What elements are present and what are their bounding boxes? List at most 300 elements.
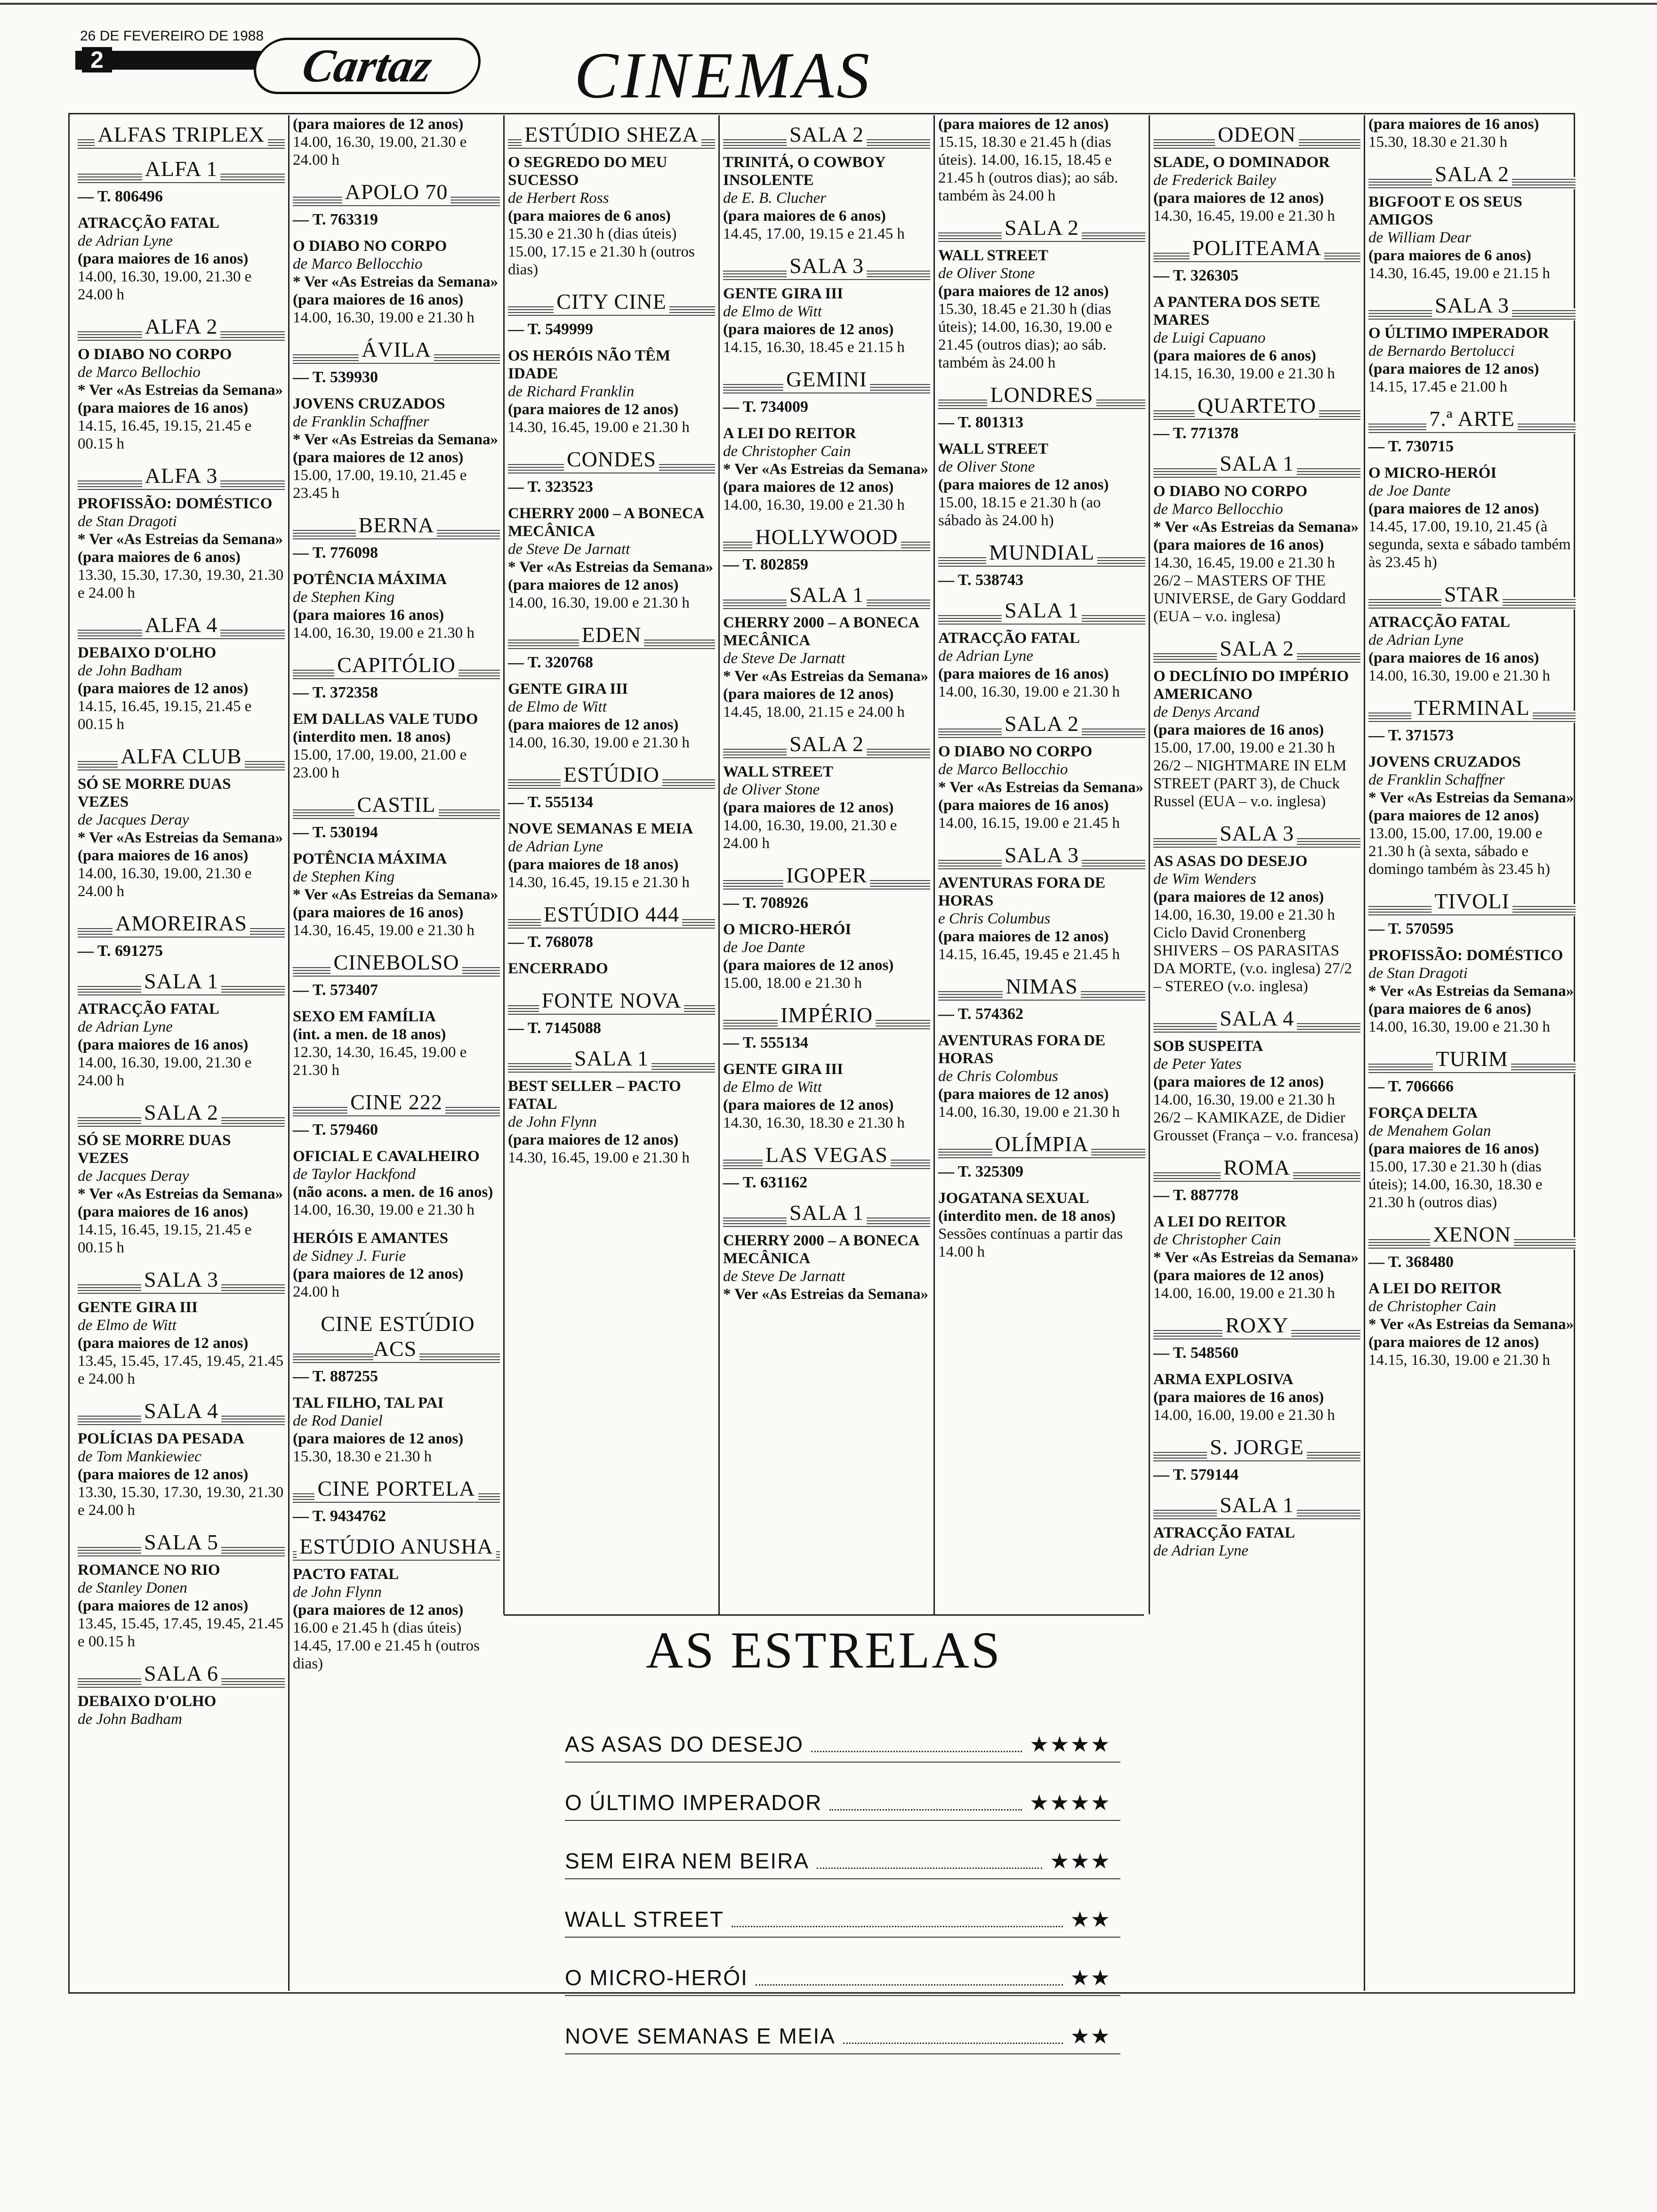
film-times: 14.30, 16.45, 19.00 e 21.30 h xyxy=(508,419,690,436)
film-listing xyxy=(78,1000,285,1090)
film-director: de Richard Franklin xyxy=(508,383,635,400)
film-title: HERÓIS E AMANTES xyxy=(293,1230,449,1247)
film-director: de Chris Colombus xyxy=(938,1068,1058,1085)
film-times: 14.00, 16.30, 19.00 e 21.30 h xyxy=(293,1202,475,1218)
film-rating: (para maiores de 12 anos) xyxy=(508,1131,679,1148)
cinema-name xyxy=(78,122,285,150)
film-times: 14.00, 16.30, 19.00, 21.30 e 24.00 h xyxy=(78,1054,252,1089)
film-times: 14.45, 17.00, 19.15 e 21.45 h xyxy=(723,225,905,242)
film-times: 15.15, 18.30 e 21.45 h (dias úteis). 14.00, 16.15, 18.45 e 21.45 h (outros dias); ao sáb. também às 24.00 h xyxy=(938,134,1118,204)
film-director: de Christopher Cain xyxy=(1153,1231,1281,1248)
cinema-name xyxy=(723,731,930,759)
cinema-name-text: ODEON xyxy=(1215,122,1299,146)
film-listing xyxy=(78,1430,285,1519)
cinema-name-text: POLITEAMA xyxy=(1190,236,1325,260)
cinema-name xyxy=(1368,161,1576,189)
cinema-name-text: AMOREIRAS xyxy=(113,911,250,935)
cinema-name-text: TERMINAL xyxy=(1411,696,1533,720)
film-director: de Stephen King xyxy=(293,868,395,885)
film-listing xyxy=(723,153,930,243)
film-listing xyxy=(293,115,500,169)
film-times: 14.00, 16.30, 19.00, 21.30 e 24.00 h xyxy=(78,865,252,900)
film-director: de Franklin Schaffner xyxy=(293,413,429,430)
film-times: 13.30, 15.30, 17.30, 19.30, 21.30 e 24.00 h xyxy=(78,1484,284,1519)
film-director: de Marco Bellocchio xyxy=(1153,501,1283,518)
cinema-name xyxy=(723,367,930,394)
phone-number: — T. 549999 xyxy=(508,321,594,338)
film-rating: (para maiores de 12 anos) xyxy=(508,401,679,418)
cinema-name-text: SALA 1 xyxy=(1217,451,1297,475)
film-times: 14.15, 16.30, 19.00 e 21.30 h xyxy=(1368,1352,1550,1369)
film-title: A LEI DO REITOR xyxy=(1368,1280,1502,1297)
film-times: 14.00, 16.30, 19.00 e 21.30 h xyxy=(508,734,690,751)
cinema-name xyxy=(938,1131,1145,1159)
film-times: 13.45, 15.45, 17.45, 19.45, 21.45 e 00.15 h xyxy=(78,1615,284,1650)
film-director: de Luigi Capuano xyxy=(1153,329,1266,346)
film-title: AVENTURAS FORA DE HORAS xyxy=(938,874,1106,909)
film-times: 14.00, 16.00, 19.00 e 21.30 h xyxy=(1153,1285,1335,1302)
film-title: DEBAIXO D'OLHO xyxy=(78,644,217,661)
film-times: 12.30, 14.30, 16.45, 19.00 e 21.30 h xyxy=(293,1044,467,1079)
dot-leader xyxy=(811,1751,1022,1752)
film-listing xyxy=(938,440,1145,529)
film-title: SÓ SE MORRE DUAS VEZES xyxy=(78,1132,231,1167)
film-title: ATRACÇÃO FATAL xyxy=(78,215,219,232)
film-listing xyxy=(938,743,1145,832)
phone-number: — T. 801313 xyxy=(938,414,1024,431)
cinema-name xyxy=(938,842,1145,870)
film-director: de Marco Bellocchio xyxy=(938,761,1068,778)
cinema-name xyxy=(723,1200,930,1228)
cinema-name xyxy=(293,950,500,978)
cinema-name xyxy=(508,1046,715,1074)
film-listing xyxy=(1153,482,1360,625)
cinema-name xyxy=(78,744,285,771)
dot-leader xyxy=(829,1809,1022,1811)
film-listing xyxy=(508,680,715,752)
film-director: de John Flynn xyxy=(293,1584,382,1601)
column-divider xyxy=(718,115,720,1614)
cinema-name xyxy=(78,612,285,640)
phone-number: — T. 368480 xyxy=(1368,1253,1454,1271)
film-times: 14.30, 16.45, 19.15 e 21.30 h xyxy=(508,874,690,891)
cinema-name-text: IMPÉRIO xyxy=(778,1003,876,1027)
film-director: de Wim Wenders xyxy=(1153,871,1256,888)
film-director: de John Badham xyxy=(78,1711,182,1728)
cinema-name xyxy=(938,711,1145,739)
film-rating: * Ver «As Estreias da Semana» (para maiores de 12 anos) xyxy=(1153,1249,1359,1284)
film-rating: (para maiores de 16 anos) xyxy=(1368,1140,1539,1157)
film-listing xyxy=(508,505,715,612)
cinema-name-text: LONDRES xyxy=(987,383,1096,407)
film-title: NOVE SEMANAS E MEIA xyxy=(508,820,693,837)
film-rating: * Ver «As Estreias da Semana» (para maiores de 16 anos) xyxy=(1153,519,1359,553)
film-title: WALL STREET xyxy=(723,763,833,780)
cinema-name-text: QUARTETO xyxy=(1195,393,1319,417)
film-listing xyxy=(78,214,285,304)
cinema-name-text: ESTÚDIO SHEZA xyxy=(522,122,701,146)
film-listing xyxy=(723,763,930,852)
film-title: ARMA EXPLOSIVA xyxy=(1153,1371,1294,1388)
film-listing xyxy=(78,1131,285,1257)
film-rating: * Ver «As Estreias da Semana» xyxy=(723,1286,929,1303)
star-rating: ★★ xyxy=(1070,1965,1111,1990)
film-rating: (para maiores de 12 anos) xyxy=(78,680,249,697)
cinema-name-text: ESTÚDIO xyxy=(561,762,662,786)
film-times: 14.00, 16.30, 19.00 e 21.30 h xyxy=(508,594,690,611)
cinema-name-text: SALA 3 xyxy=(1432,293,1512,317)
film-rating: (para maiores de 16 anos) xyxy=(78,250,249,267)
cinema-name-text: CINE PORTELA xyxy=(314,1476,478,1500)
cinema-name xyxy=(293,1476,500,1504)
film-title: SLADE, O DOMINADOR xyxy=(1153,154,1330,171)
film-rating: * Ver «As Estreias da Semana» (para maiores de 12 anos) xyxy=(1368,789,1574,824)
film-title: BEST SELLER – PACTO FATAL xyxy=(508,1078,681,1113)
cinema-name xyxy=(508,988,715,1016)
film-times: 14.30, 16.45, 19.00 e 21.30 h xyxy=(293,922,475,939)
cinema-name xyxy=(508,902,715,930)
film-director: de Joe Dante xyxy=(1368,482,1451,499)
film-listing xyxy=(508,820,715,891)
film-director: de Taylor Hackfond xyxy=(293,1166,416,1183)
film-rating: (para maiores de 12 anos) xyxy=(508,716,679,733)
phone-number: — T. 763319 xyxy=(293,211,378,228)
film-title: POLÍCIAS DA PESADA xyxy=(78,1430,244,1447)
cinema-name xyxy=(1153,235,1360,263)
cinema-name-text: OLÍMPIA xyxy=(992,1132,1092,1156)
film-times: 13.00, 15.00, 17.00, 19.00 e 21.30 h (à sexta, sábado e domingo também às 23.45 h) xyxy=(1368,825,1550,878)
star-film-title: WALL STREET xyxy=(565,1907,724,1931)
cinema-name xyxy=(508,447,715,474)
film-rating: (para maiores de 12 anos) xyxy=(293,116,464,133)
cinema-name xyxy=(293,179,500,207)
film-director: de Elmo de Witt xyxy=(78,1317,177,1334)
film-listing xyxy=(1368,1280,1576,1369)
film-times: 15.30 e 21.30 h (dias úteis) 15.00, 17.15 e 21.30 h (outros dias) xyxy=(508,225,695,278)
listing-column xyxy=(293,115,500,1991)
film-title: AS ASAS DO DESEJO xyxy=(1153,853,1308,870)
film-director: de Oliver Stone xyxy=(938,458,1035,475)
film-rating: (para maiores de 18 anos) xyxy=(508,856,679,873)
film-listing xyxy=(723,614,930,721)
film-rating: (para maiores de 12 anos) xyxy=(1368,361,1539,377)
film-listing xyxy=(293,710,500,782)
film-rating: (para maiores de 12 anos) xyxy=(938,283,1109,300)
film-listing xyxy=(723,1232,930,1303)
film-listing xyxy=(293,570,500,642)
cinema-name-text: CAPITÓLIO xyxy=(334,653,458,677)
film-director: de Bernardo Bertolucci xyxy=(1368,343,1515,360)
cinema-name xyxy=(78,969,285,996)
film-times: 15.30, 18.30 e 21.30 h xyxy=(1368,134,1508,151)
film-director: de Adrian Lyne xyxy=(78,232,173,249)
film-listing xyxy=(1153,1213,1360,1302)
cinema-name xyxy=(723,524,930,552)
cinema-name-text: ALFA CLUB xyxy=(118,744,244,768)
film-title: WALL STREET xyxy=(938,441,1048,457)
film-listing xyxy=(1368,1104,1576,1211)
cinema-name xyxy=(293,513,500,540)
film-listing xyxy=(1368,464,1576,571)
star-rating-row xyxy=(565,1894,1120,1938)
film-director: de Stephen King xyxy=(293,589,395,606)
cinema-name xyxy=(78,1398,285,1426)
film-times: 14.30, 16.45, 19.00 e 21.30 h xyxy=(508,1149,690,1166)
film-director: de Stanley Donen xyxy=(78,1579,187,1596)
film-times: 14.00, 16.30, 19.00 e 21.30 h xyxy=(938,683,1120,700)
dot-leader xyxy=(843,2043,1063,2044)
film-rating: * Ver «As Estreias da Semana» (para maiores de 16 anos) xyxy=(78,829,283,864)
film-listing xyxy=(293,850,500,939)
phone-number: — T. 372358 xyxy=(293,684,378,701)
phone-number: — T. 574362 xyxy=(938,1005,1024,1023)
cinema-name-text: ALFA 3 xyxy=(142,464,221,488)
film-listing xyxy=(1368,753,1576,878)
film-times: 13.45, 15.45, 17.45, 19.45, 21.45 e 24.00 h xyxy=(78,1353,284,1387)
film-title: CHERRY 2000 – A BONECA MECÂNICA xyxy=(723,614,919,649)
film-director: de John Badham xyxy=(78,662,182,679)
star-rating-row xyxy=(565,2011,1120,2054)
cinema-name-text: CINE ESTÚDIO ACS xyxy=(318,1312,475,1361)
film-title: PACTO FATAL xyxy=(293,1566,399,1583)
film-title: GENTE GIRA III xyxy=(723,285,843,302)
film-director: de Steve De Jarnatt xyxy=(508,541,630,558)
film-rating: * Ver «As Estreias da Semana» (para maiores de 12 anos) xyxy=(508,559,714,593)
phone-number: — T. 323523 xyxy=(508,478,594,496)
column-divider xyxy=(503,115,505,1614)
film-title: DEBAIXO D'OLHO xyxy=(78,1693,217,1710)
film-listing xyxy=(1368,946,1576,1036)
film-rating: (para maiores de 16 anos) xyxy=(938,665,1109,682)
film-director: de Tom Mankiewiec xyxy=(78,1448,201,1465)
film-rating: (para maiores de 16 anos) xyxy=(1368,649,1539,666)
top-rule xyxy=(0,3,1657,5)
column-divider xyxy=(933,115,935,1614)
film-listing xyxy=(293,395,500,502)
film-title: O MICRO-HERÓI xyxy=(723,921,852,938)
cinema-name xyxy=(78,1661,285,1689)
cinema-name-text: SALA 1 xyxy=(787,1201,867,1225)
film-director: de Christopher Cain xyxy=(1368,1298,1496,1315)
film-title: JOVENS CRUZADOS xyxy=(293,395,445,412)
cinema-name-text: CINEBOLSO xyxy=(330,950,462,974)
film-director: de Elmo de Witt xyxy=(508,698,607,715)
film-times: 14.00, 16.30, 19.00, 21.30 e 24.00 h xyxy=(293,134,467,168)
phone-number: — T. 768078 xyxy=(508,933,594,951)
film-times: 14.00, 16.30, 19.00 e 21.30 h xyxy=(1368,1018,1550,1035)
film-director: de William Dear xyxy=(1368,229,1472,246)
film-times: 15.30, 18.30 e 21.30 h xyxy=(293,1448,432,1465)
film-title: SEXO EM FAMÍLIA xyxy=(293,1008,436,1025)
film-times: 15.30, 18.45 e 21.30 h (dias úteis); 14.00, 16.30, 19.00 e 21.45 (outros dias); ao sáb. também às 24.00 h xyxy=(938,301,1112,371)
cinema-name xyxy=(78,911,285,938)
film-times: 14.00, 16.30, 19.00 e 21.30 h xyxy=(723,497,905,513)
film-rating: (para maiores de 16 anos) xyxy=(78,1036,249,1053)
film-listing xyxy=(723,921,930,992)
listing-column xyxy=(78,115,285,1991)
film-director: de Menahem Golan xyxy=(1368,1122,1491,1139)
cinema-name xyxy=(1368,293,1576,321)
cinema-name xyxy=(78,156,285,184)
cinema-name-text: SALA 1 xyxy=(787,583,867,607)
cinema-name-text: CASTIL xyxy=(354,793,439,817)
film-times: 15.00, 17.00, 19.00 e 21.30 h 26/2 – NIGHTMARE IN ELM STREET (PART 3), de Chuck Russel (EUA – v.o. inglesa) xyxy=(1153,739,1347,810)
film-times: 14.45, 18.00, 21.15 e 24.00 h xyxy=(723,704,905,721)
cinema-name xyxy=(78,1100,285,1128)
film-director: de Jacques Deray xyxy=(78,1168,189,1185)
film-rating: * Ver «As Estreias da Semana» (para maiores de 16 anos) xyxy=(293,273,499,308)
film-listing xyxy=(508,153,715,279)
film-times: 14.00, 16.00, 19.00 e 21.30 h xyxy=(1153,1407,1335,1424)
dot-leader xyxy=(756,1984,1063,1986)
star-film-title: AS ASAS DO DESEJO xyxy=(565,1732,804,1756)
film-listing xyxy=(938,115,1145,205)
film-title: O DECLÍNIO DO IMPÉRIO AMERICANO xyxy=(1153,668,1349,703)
film-title: O SEGREDO DO MEU SUCESSO xyxy=(508,154,668,189)
film-director: e Chris Columbus xyxy=(938,910,1051,927)
cinema-name xyxy=(723,582,930,610)
film-rating: (para maiores de 16 anos) xyxy=(1153,1389,1324,1406)
film-times: 14.15, 16.30, 19.00 e 21.30 h xyxy=(1153,365,1335,382)
column-divider xyxy=(288,115,290,1991)
film-times: 15.00, 17.00, 19.10, 21.45 e 23.45 h xyxy=(293,467,467,502)
star-rating: ★★ xyxy=(1070,2024,1111,2048)
film-rating: (para maiores de 12 anos) xyxy=(1153,190,1324,207)
film-listing xyxy=(78,1561,285,1651)
film-listing xyxy=(78,345,285,453)
star-rating: ★★★★ xyxy=(1030,1790,1111,1815)
film-listing xyxy=(1368,324,1576,396)
film-title: CHERRY 2000 – A BONECA MECÂNICA xyxy=(723,1232,919,1267)
film-times: 14.30, 16.45, 19.00 e 21.30 h xyxy=(1153,208,1335,224)
film-title: ATRACÇÃO FATAL xyxy=(78,1001,219,1018)
film-rating: * Ver «As Estreias da Semana» (para maiores de 12 anos) xyxy=(723,461,929,496)
film-listing xyxy=(938,1032,1145,1121)
film-times: 14.15, 16.45, 19.15, 21.45 e 00.15 h xyxy=(78,698,252,733)
film-director: de Herbert Ross xyxy=(508,190,609,207)
film-director: de Denys Arcand xyxy=(1153,704,1260,721)
film-title: TRINITÁ, O COWBOY INSOLENTE xyxy=(723,154,885,189)
column-divider xyxy=(1149,115,1150,1614)
cinema-name-text: SALA 2 xyxy=(1217,636,1297,660)
film-title: POTÊNCIA MÁXIMA xyxy=(293,850,447,867)
film-rating: (para maiores de 12 anos) xyxy=(293,1430,464,1447)
phone-number: — T. 539930 xyxy=(293,369,378,386)
dot-leader xyxy=(732,1926,1063,1927)
phone-number: — T. 530194 xyxy=(293,824,378,841)
cinema-name-text: SALA 2 xyxy=(1432,162,1512,186)
film-title: SÓ SE MORRE DUAS VEZES xyxy=(78,776,231,810)
film-title: O DIABO NO CORPO xyxy=(293,238,447,255)
cinema-name-text: SALA 4 xyxy=(141,1399,221,1423)
film-listing xyxy=(78,495,285,602)
cinema-name-text: SALA 2 xyxy=(1002,216,1082,240)
cinema-name-text: ALFAS TRIPLEX xyxy=(95,122,267,146)
cinema-name xyxy=(78,463,285,491)
film-listing xyxy=(938,247,1145,372)
film-title: CHERRY 2000 – A BONECA MECÂNICA xyxy=(508,505,704,540)
film-director: de John Flynn xyxy=(508,1114,597,1130)
film-rating: (para maiores de 12 anos) xyxy=(723,1097,894,1114)
film-rating: (para maiores de 12 anos) xyxy=(723,321,894,338)
cinema-name xyxy=(723,122,930,150)
film-director: de Adrian Lyne xyxy=(78,1018,173,1035)
film-listing xyxy=(938,874,1145,963)
film-times: 14.00, 16.30, 19.00 e 21.30 h 26/2 – KAMIKAZE, de Didier Grousset (França – v.o. francesa) xyxy=(1153,1091,1359,1144)
cartaz-logo: Cartaz xyxy=(249,38,485,94)
cinema-name xyxy=(508,762,715,790)
film-director: de E. B. Clucher xyxy=(723,190,827,207)
film-title: EM DALLAS VALE TUDO xyxy=(293,711,478,728)
film-listing xyxy=(938,629,1145,701)
film-title: O DIABO NO CORPO xyxy=(78,346,232,363)
film-title: A PANTERA DOS SETE MARES xyxy=(1153,294,1320,329)
film-rating: (para maiores de 12 anos) xyxy=(1153,1074,1324,1090)
film-director: de Adrian Lyne xyxy=(1153,1542,1248,1559)
film-rating: (para maiores de 12 anos) xyxy=(938,1086,1109,1103)
cinema-name-text: SALA 1 xyxy=(141,969,221,993)
phone-number: — T. 538743 xyxy=(938,571,1024,589)
cinema-name-text: SALA 2 xyxy=(787,732,867,756)
cinema-name xyxy=(293,1311,500,1364)
cinema-name-text: SALA 1 xyxy=(1217,1493,1297,1517)
cinema-name xyxy=(508,622,715,650)
film-title: AVENTURAS FORA DE HORAS xyxy=(938,1032,1106,1067)
star-film-title: NOVE SEMANAS E MEIA xyxy=(565,2024,836,2048)
film-director: de Jacques Deray xyxy=(78,811,189,828)
film-listing xyxy=(293,1008,500,1079)
cinema-name xyxy=(78,314,285,342)
star-film-title: O MICRO-HERÓI xyxy=(565,1965,748,1990)
phone-number: — T. 887778 xyxy=(1153,1186,1239,1204)
film-listing xyxy=(293,1229,500,1301)
cinema-name xyxy=(1153,451,1360,479)
film-title: O ÚLTIMO IMPERADOR xyxy=(1368,325,1549,342)
film-director: de Frederick Bailey xyxy=(1153,172,1276,189)
cinema-name xyxy=(723,1142,930,1170)
film-rating: (para maiores de 12 anos) xyxy=(78,1597,249,1614)
film-title: BIGFOOT E OS SEUS AMIGOS xyxy=(1368,193,1522,228)
cinema-name-text: GEMINI xyxy=(783,367,870,391)
film-times: 24.00 h xyxy=(293,1283,339,1300)
cinema-name-text: S. JORGE xyxy=(1207,1435,1307,1459)
star-rating-row xyxy=(565,1836,1120,1879)
film-title: FORÇA DELTA xyxy=(1368,1105,1478,1122)
film-listing xyxy=(508,347,715,436)
phone-number: — T. 706666 xyxy=(1368,1078,1454,1095)
film-times: 15.00, 18.00 e 21.30 h xyxy=(723,975,862,992)
phone-number: — T. 573407 xyxy=(293,981,378,999)
film-title: O DIABO NO CORPO xyxy=(938,743,1093,760)
cinema-name-text: LAS VEGAS xyxy=(763,1143,891,1167)
cinema-name-text: SALA 3 xyxy=(1217,821,1297,845)
film-listing xyxy=(1368,115,1576,151)
phone-number: — T. 771378 xyxy=(1153,425,1239,442)
cinema-name xyxy=(938,540,1145,568)
film-rating: * Ver «As Estreias da Semana» (para maiores de 16 anos) xyxy=(78,1186,283,1220)
film-listing xyxy=(1153,1370,1360,1424)
film-times: Sessões contínuas a partir das 14.00 h xyxy=(938,1226,1123,1260)
cinema-name-text: TIVOLI xyxy=(1432,889,1512,913)
cinema-name-text: NIMAS xyxy=(1003,974,1080,998)
film-director: de Adrian Lyne xyxy=(1368,632,1464,649)
listing-column xyxy=(1153,115,1360,1991)
cinema-name xyxy=(1153,821,1360,849)
film-times: 14.15, 16.45, 19.45 e 21.45 h xyxy=(938,946,1120,963)
film-rating: (para maiores de 16 anos) xyxy=(1153,721,1324,738)
stars-box xyxy=(504,1614,1144,2048)
film-times: 14.00, 16.30, 19.00 e 21.30 h xyxy=(938,1104,1120,1121)
